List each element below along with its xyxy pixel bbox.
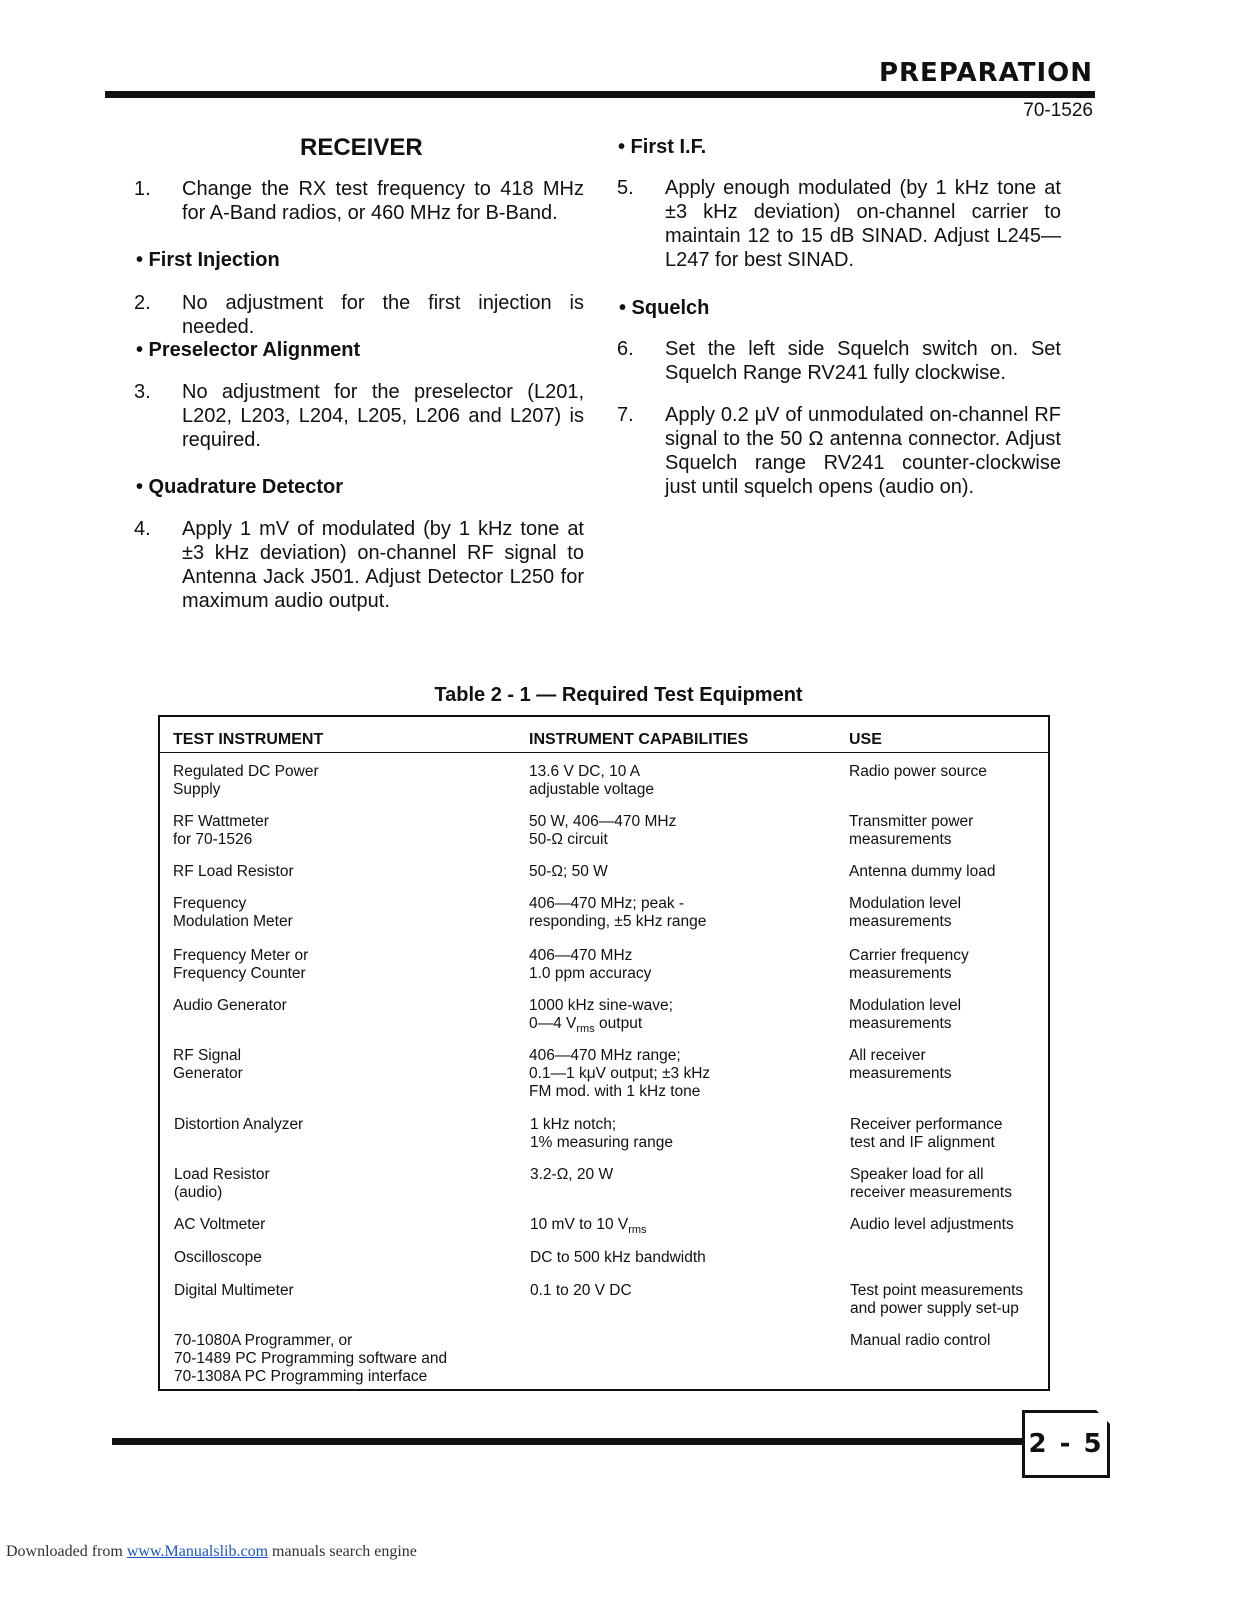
cell-instrument: Frequency Meter or Frequency Counter [173, 947, 309, 982]
watermark-prefix: Downloaded from [6, 1543, 127, 1560]
cell-capabilities: 406—470 MHz range; 0.1—1 kμV output; ±3 kHz FM mod. with 1 kHz tone [529, 1047, 711, 1100]
cell-use: Radio power source [849, 763, 987, 780]
page-number: 2 - 5 [1028, 1429, 1104, 1459]
folded-corner-icon [1096, 1410, 1110, 1424]
heading-first-injection: • First Injection [136, 249, 280, 271]
cell-instrument: Load Resistor (audio) [174, 1166, 270, 1201]
cell-capabilities: 1 kHz notch; 1% measuring range [530, 1116, 674, 1151]
cell-capabilities: 0.1 to 20 V DC [530, 1282, 632, 1299]
cell-instrument: RF Wattmeter for 70-1526 [173, 813, 269, 848]
header-use: USE [849, 731, 882, 748]
cell-use: Speaker load for all receiver measurements [850, 1166, 1012, 1201]
manualslib-link[interactable]: www.Manualslib.com [126, 1543, 269, 1560]
cell-instrument: Audio Generator [173, 997, 287, 1014]
cell-capabilities: DC to 500 kHz bandwidth [530, 1249, 706, 1266]
document-number: 70-1526 [1023, 100, 1093, 121]
step-number: 5. [617, 177, 634, 199]
cell-use: Manual radio control [850, 1332, 991, 1349]
cell-instrument: RF Load Resistor [173, 863, 294, 880]
header-test-instrument: TEST INSTRUMENT [173, 731, 324, 748]
table-caption: Table 2 - 1 — Required Test Equipment [434, 684, 803, 706]
step-text: No adjustment for the first injection is needed. [182, 292, 584, 338]
table-header-rule [160, 752, 1048, 753]
watermark [6, 1543, 417, 1561]
header-rule [105, 91, 1095, 98]
cell-instrument: RF Signal Generator [173, 1047, 243, 1082]
step-text: Set the left side Squelch switch on. Set Squelch Range RV241 fully clockwise. [665, 338, 1061, 384]
cell-instrument: Oscilloscope [174, 1249, 262, 1266]
step-text: Change the RX test frequency to 418 MHz for A-Band radios, or 460 MHz for B-Band. [182, 178, 584, 224]
step-number: 3. [134, 381, 151, 403]
heading-squelch: • Squelch [619, 297, 710, 319]
cell-use: Antenna dummy load [849, 863, 996, 880]
step-number: 6. [617, 338, 634, 360]
cell-use: Audio level adjustments [850, 1216, 1014, 1233]
step-number: 1. [134, 178, 151, 200]
step-text: Apply 0.2 μV of unmodulated on-channel RF signal to the 50 Ω antenna connector. Adjust Squelch range RV241 counter-clockwise just until squelch opens (audio on). [665, 404, 1061, 498]
header-instrument-capabilities: INSTRUMENT CAPABILITIES [529, 731, 749, 748]
cell-use: All receiver measurements [849, 1047, 952, 1082]
step-number: 4. [134, 518, 151, 540]
cell-capabilities: 1000 kHz sine-wave; 0—4 $V_{rms}$ output [529, 997, 673, 1036]
cell-capabilities: 406—470 MHz; peak - responding, ±5 kHz range [529, 895, 707, 930]
cell-use: Carrier frequency measurements [849, 947, 969, 982]
cell-use: Test point measurements and power supply set-up [850, 1282, 1024, 1317]
cell-instrument: Distortion Analyzer [174, 1116, 304, 1133]
footer-rule [112, 1438, 1024, 1445]
cell-instrument: AC Voltmeter [174, 1216, 266, 1233]
cell-capabilities: 406—470 MHz 1.0 ppm accuracy [529, 947, 652, 982]
step-text: Apply enough modulated (by 1 kHz tone at ±3 kHz deviation) on-channel carrier to maintain 12 to 15 dB SINAD. Adjust L245—L247 for best SINAD. [665, 177, 1061, 271]
step-text: Apply 1 mV of modulated (by 1 kHz tone at ±3 kHz deviation) on-channel RF signal to Antenna Jack J501. Adjust Detector L250 for maximum audio output. [182, 518, 584, 612]
cell-instrument: Digital Multimeter [174, 1282, 294, 1299]
watermark-suffix: manuals search engine [268, 1543, 417, 1560]
page-number-box [1022, 1410, 1110, 1478]
receiver-heading: RECEIVER [300, 134, 423, 161]
step-number: 2. [134, 292, 151, 314]
step-text: No adjustment for the preselector (L201, L202, L203, L204, L205, L206 and L207) is required. [182, 381, 584, 451]
cell-use: Modulation level measurements [849, 997, 962, 1032]
cell-use: Transmitter power measurements [849, 813, 974, 848]
cell-instrument: Regulated DC Power Supply [173, 763, 319, 798]
heading-first-if: • First I.F. [618, 136, 707, 158]
heading-quadrature-detector: • Quadrature Detector [136, 476, 344, 498]
cell-capabilities: 50-Ω; 50 W [529, 863, 608, 880]
section-title: PREPARATION [878, 58, 1093, 88]
heading-preselector-alignment: • Preselector Alignment [136, 339, 361, 361]
cell-instrument: 70-1080A Programmer, or 70-1489 PC Programming software and 70-1308A PC Programming interface [174, 1332, 448, 1385]
step-number: 7. [617, 404, 634, 426]
cell-capabilities: 3.2-Ω, 20 W [530, 1166, 614, 1183]
cell-capabilities: 50 W, 406—470 MHz 50-Ω circuit [529, 813, 677, 848]
cell-capabilities: 10 mV to 10 $V_{rms}$ [530, 1216, 647, 1237]
cell-use: Receiver performance test and IF alignment [850, 1116, 1003, 1151]
cell-instrument: Frequency Modulation Meter [173, 895, 293, 930]
cell-capabilities: 13.6 V DC, 10 A adjustable voltage [529, 763, 654, 798]
cell-use: Modulation level measurements [849, 895, 962, 930]
